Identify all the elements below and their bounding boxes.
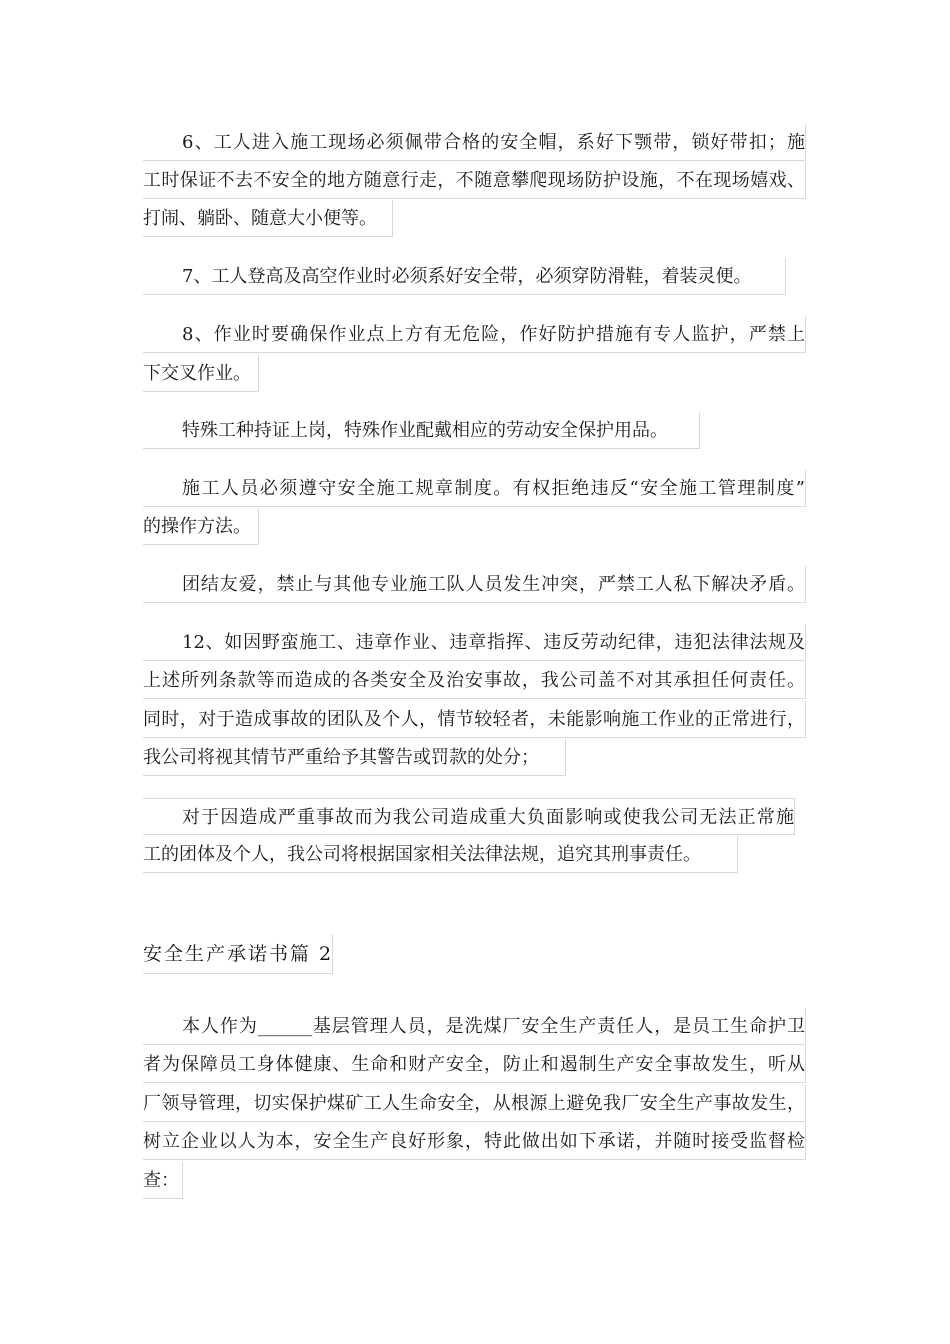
text-line: 下交叉作业。 — [143, 355, 259, 392]
text-line: 同时，对于造成事故的团队及个人，情节较轻者，未能影响施工作业的正常进行， — [143, 701, 806, 738]
text-line: 者为保障员工身体健康、生命和财产安全，防止和遏制生产安全事故发生，听从 — [143, 1046, 806, 1083]
text-line: 上述所列条款等而造成的各类安全及治安事故，我公司盖不对其承担任何责任。 — [143, 662, 806, 699]
text-line: 查： — [143, 1162, 183, 1199]
text-line: 对于因造成严重事故而为我公司造成重大负面影响或使我公司无法正常施 — [143, 798, 795, 835]
text-line: 工时保证不去不安全的地方随意行走，不随意攀爬现场防护设施，不在现场嬉戏、 — [143, 162, 806, 199]
text-line: 本人作为______基层管理人员，是洗煤厂安全生产责任人，是员工生命护卫 — [143, 1008, 806, 1045]
text-line: 树立企业以人为本，安全生产良好形象，特此做出如下承诺，并随时接受监督检 — [143, 1123, 806, 1160]
text-line: 12、如因野蛮施工、违章作业、违章指挥、违反劳动纪律，违犯法律法规及 — [143, 624, 806, 661]
text-line: 打闹、躺卧、随意大小便等。 — [143, 200, 393, 237]
text-line: 特殊工种持证上岗，特殊作业配戴相应的劳动安全保护用品。 — [143, 412, 700, 449]
text-line: 8、作业时要确保作业点上方有无危险，作好防护措施有专人监护，严禁上 — [143, 316, 806, 353]
section-heading: 安全生产承诺书篇 2 — [143, 934, 333, 974]
text-line: 施工人员必须遵守安全施工规章制度。有权拒绝违反“安全施工管理制度” — [143, 470, 806, 507]
text-line: 团结友爱，禁止与其他专业施工队人员发生冲突，严禁工人私下解决矛盾。 — [143, 566, 806, 603]
text-line: 厂领导管理，切实保护煤矿工人生命安全，从根源上避免我厂安全生产事故发生， — [143, 1085, 806, 1122]
text-line: 的操作方法。 — [143, 508, 259, 545]
text-line: 6、工人进入施工现场必须佩带合格的安全帽，系好下颚带，锁好带扣；施 — [143, 124, 806, 161]
text-line: 我公司将视其情节严重给予其警告或罚款的处分； — [143, 739, 566, 776]
text-line: 7、工人登高及高空作业时必须系好安全带，必须穿防滑鞋，着装灵便。 — [143, 258, 786, 295]
text-line: 工的团体及个人，我公司将根据国家相关法律法规，追究其刑事责任。 — [143, 836, 738, 873]
